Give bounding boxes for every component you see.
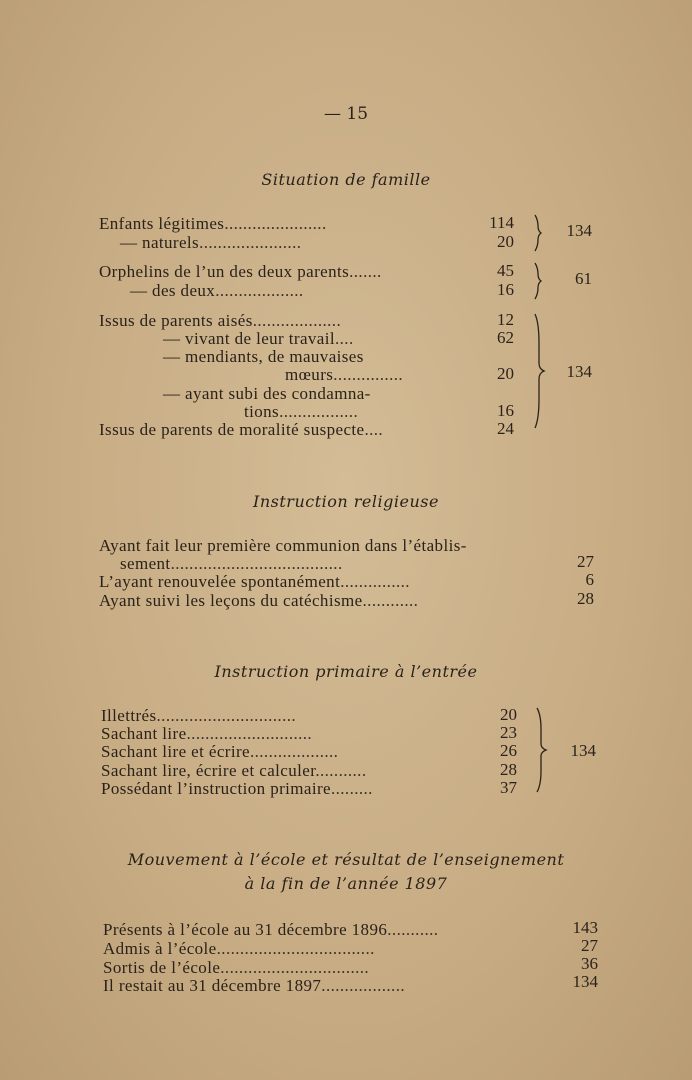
row-value: 27	[581, 936, 598, 955]
row-label: — naturels......................	[120, 233, 302, 252]
row-label: mœurs...............	[285, 365, 404, 384]
row-value: 6	[585, 570, 594, 589]
row-value: 27	[577, 552, 594, 571]
row-value: 20	[497, 232, 514, 251]
row-label: sement.....................................	[120, 554, 343, 573]
row-value: 16	[497, 401, 514, 420]
section-title-instruction-primaire: Instruction primaire à l’entrée	[214, 662, 478, 681]
brace-icon	[532, 262, 544, 300]
row-label: Ayant suivi les leçons du catéchisme............	[99, 591, 419, 610]
row-label: Issus de parents de moralité suspecte....	[99, 420, 384, 439]
row-label: — ayant subi des condamna-	[163, 384, 371, 403]
section-title-instruction-religieuse: Instruction religieuse	[253, 492, 439, 511]
row-value: 28	[500, 760, 517, 779]
group-total: 134	[566, 362, 592, 381]
row-label: Admis à l’école..................................	[103, 939, 375, 958]
section-subtitle-mouvement: à la fin de l’année 1897	[244, 874, 448, 893]
row-label: Sachant lire, écrire et calculer...........	[101, 761, 367, 780]
row-value: 36	[581, 954, 598, 973]
row-value: 134	[572, 972, 598, 991]
row-value: 26	[500, 741, 517, 760]
row-value: 16	[497, 280, 514, 299]
row-label: tions.................	[244, 402, 359, 421]
row-value: 45	[497, 261, 514, 280]
brace-icon	[532, 214, 544, 252]
row-label: Possédant l’instruction primaire.........	[101, 779, 373, 798]
row-value: 20	[500, 705, 517, 724]
row-label: Sachant lire...........................	[101, 724, 313, 743]
row-label: Présents à l’école au 31 décembre 1896...........	[103, 920, 439, 939]
row-label: L’ayant renouvelée spontanément...............	[99, 572, 410, 591]
row-label: Ayant fait leur première communion dans l’établis-	[99, 536, 467, 555]
row-value: 143	[572, 918, 598, 937]
row-label: — mendiants, de mauvaises	[163, 347, 364, 366]
row-label: — des deux...................	[130, 281, 304, 300]
row-label: — vivant de leur travail....	[163, 329, 354, 348]
section-title-mouvement: Mouvement à l’école et résultat de l’enseignement	[127, 850, 565, 869]
page-number: — 15	[323, 104, 369, 124]
row-value: 114	[489, 213, 514, 232]
row-label: Enfants légitimes......................	[99, 214, 327, 233]
row-value: 62	[497, 328, 514, 347]
row-value: 23	[500, 723, 517, 742]
brace-icon	[532, 313, 546, 429]
row-label: Illettrés..............................	[101, 706, 297, 725]
row-value: 24	[497, 419, 514, 438]
row-label: Sortis de l’école................................	[103, 958, 370, 977]
row-value: 12	[497, 310, 514, 329]
row-label: Orphelins de l’un des deux parents.......	[99, 262, 382, 281]
brace-icon	[534, 707, 548, 793]
row-label: Il restait au 31 décembre 1897..................	[103, 976, 405, 995]
row-value: 20	[497, 364, 514, 383]
row-label: Sachant lire et écrire...................	[101, 742, 339, 761]
row-value: 28	[577, 589, 594, 608]
row-label: Issus de parents aisés...................	[99, 311, 342, 330]
group-total: 134	[566, 221, 592, 240]
group-total: 61	[575, 269, 592, 288]
row-value: 37	[500, 778, 517, 797]
group-total: 134	[570, 741, 596, 760]
section-title-situation-famille: Situation de famille	[261, 170, 431, 189]
